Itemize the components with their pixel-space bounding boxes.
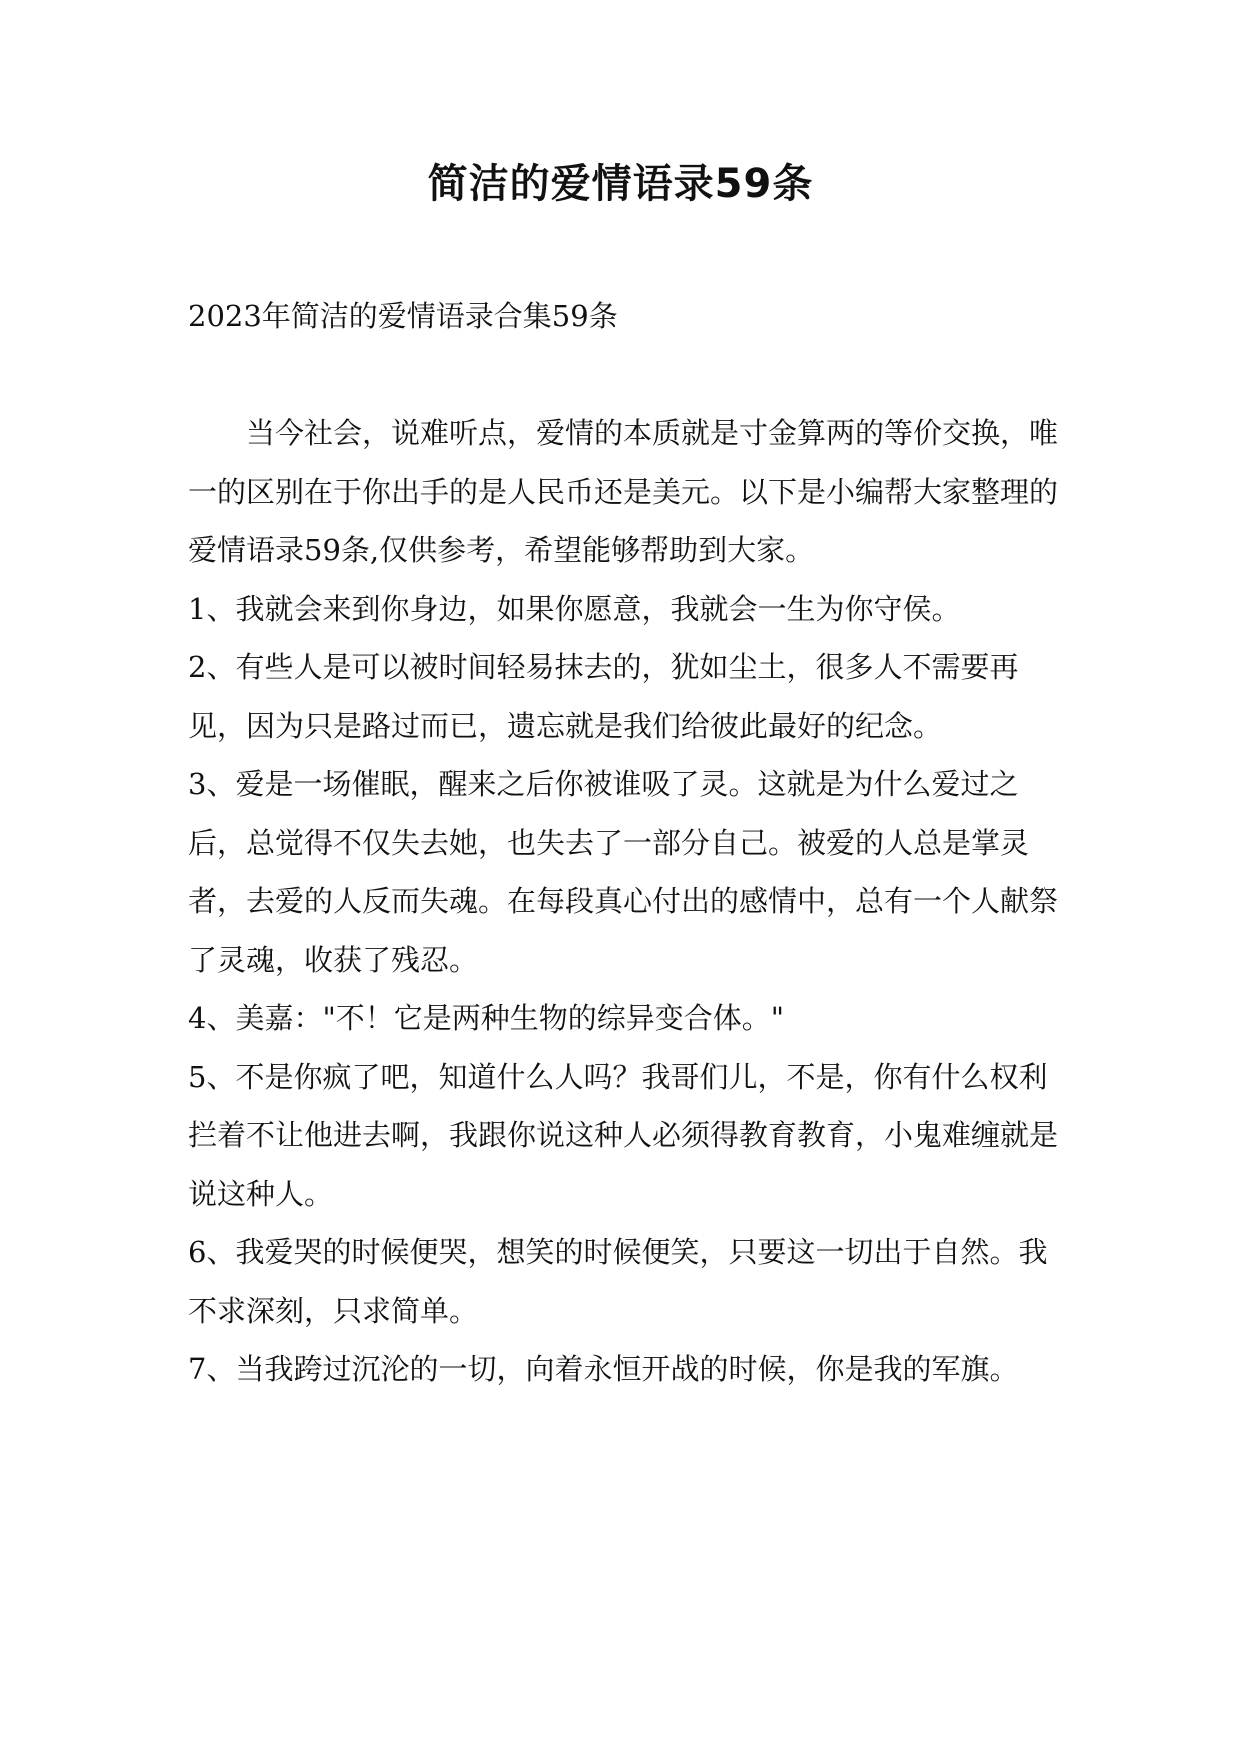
quote-item-5: 5、不是你疯了吧，知道什么人吗？我哥们儿，不是，你有什么权利拦着不让他进去啊，我跟你说这种人必须得教育教育，小鬼难缠就是说这种人。	[188, 1059, 1059, 1211]
document-subtitle: 2023年简洁的爱情语录合集59条	[188, 299, 618, 333]
quote-item-6: 6、我爱哭的时候便哭，想笑的时候便笑，只要这一切出于自然。我不求深刻，只求简单。	[188, 1235, 1048, 1328]
document-title: 简洁的爱情语录59条	[427, 161, 814, 207]
document-body	[188, 404, 1058, 1399]
quote-item-4: 4、美嘉："不！它是两种生物的综异变合体。"	[188, 1001, 785, 1035]
intro-paragraph: 当今社会，说难听点，爱情的本质就是寸金算两的等价交换，唯一的区别在于你出手的是人民币还是美元。以下是小编帮大家整理的爱情语录59条,仅供参考，希望能够帮助到大家。	[188, 416, 1059, 567]
quote-item-2: 2、有些人是可以被时间轻易抹去的，犹如尘土，很多人不需要再见，因为只是路过而已，遗忘就是我们给彼此最好的纪念。	[188, 650, 1019, 743]
quote-item-7: 7、当我跨过沉沦的一切，向着永恒开战的时候，你是我的军旗。	[188, 1352, 1019, 1386]
quote-item-3: 3、爱是一场催眠，醒来之后你被谁吸了灵。这就是为什么爱过之后，总觉得不仅失去她，也失去了一部分自己。被爱的人总是掌灵者，去爱的人反而失魂。在每段真心付出的感情中，总有一个人献祭了灵魂，收获了残忍。	[188, 767, 1059, 977]
quote-item-1: 1、我就会来到你身边，如果你愿意，我就会一生为你守侯。	[188, 591, 961, 626]
